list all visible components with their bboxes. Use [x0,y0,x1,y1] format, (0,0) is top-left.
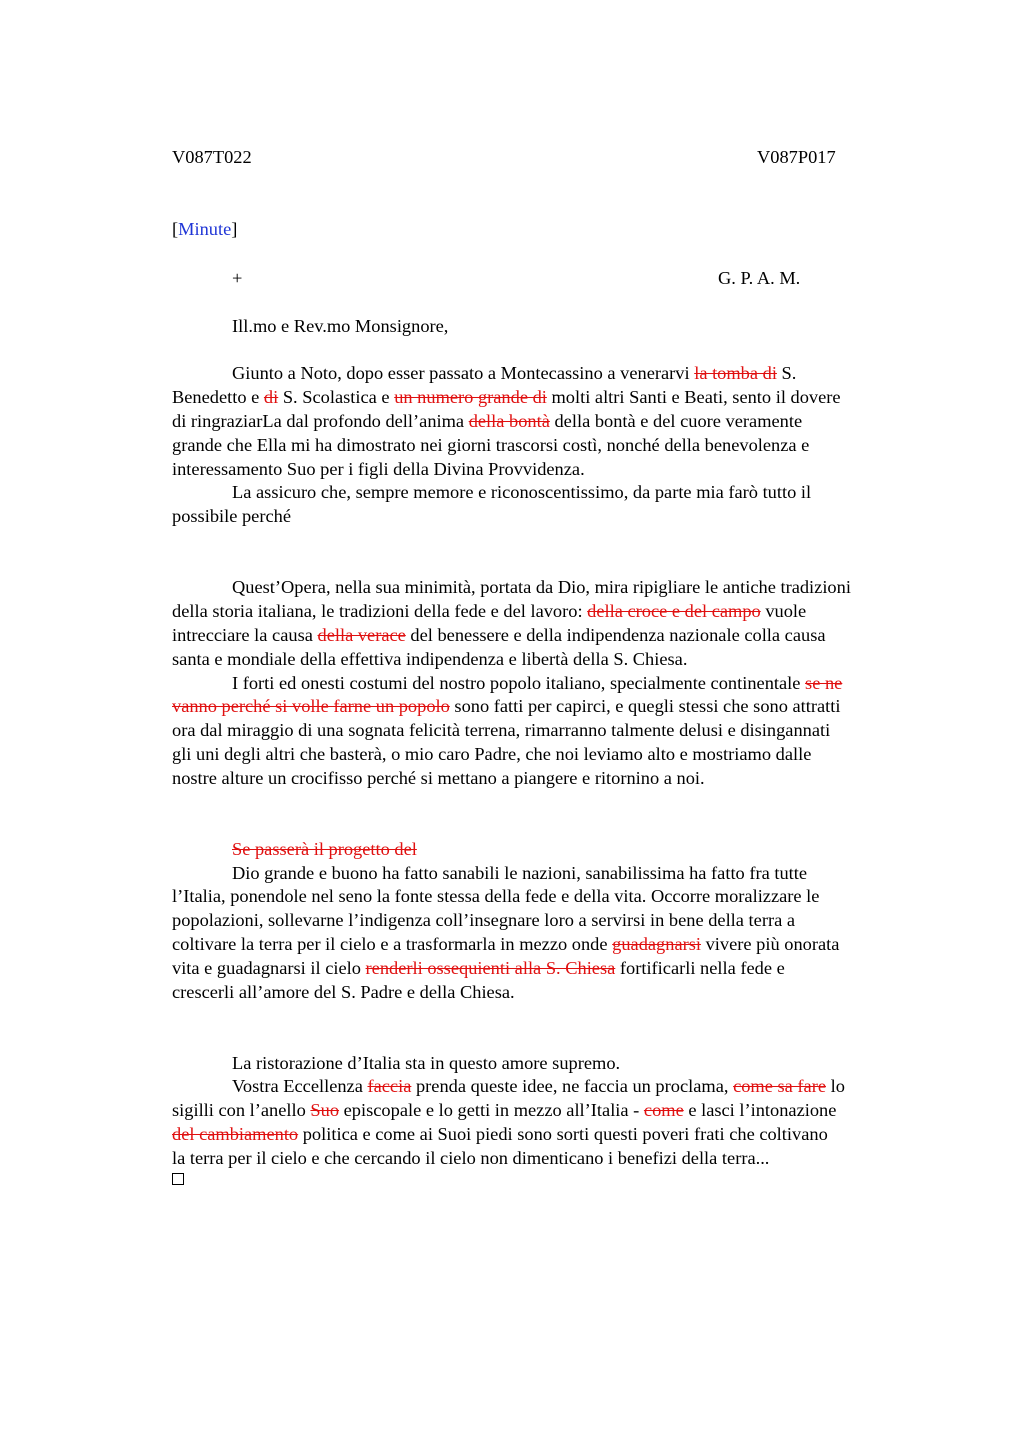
deleted-text: come [643,1100,684,1120]
para2-line: possibile perché [172,506,291,526]
para5-line: Dio grande e buono ha fatto sanabili le nazioni, sanabilissima ha fatto fra tutte [232,863,808,883]
text-run: Giunto a Noto, dopo esser passato a Montecassino a venerarvi [232,363,695,383]
para4-line: gli uni degli altri che basterà, o mio caro Padre, che noi leviamo alto e mostriamo dalle [172,744,812,764]
para3-line: santa e mondiale della effettiva indipendenza e libertà della S. Chiesa. [172,649,688,669]
para3-line: Quest’Opera, nella sua minimità, portata da Dio, mira ripigliare le antiche tradizioni [232,577,851,597]
para5-line: crescerli all’amore del S. Padre e della Chiesa. [172,982,515,1002]
deleted-text: della verace [317,625,406,645]
end-of-text-box [172,1173,184,1185]
text-run: vuole [760,601,807,621]
para3-line [172,600,806,624]
para7-line: la terra per il cielo e che cercando il cielo non dimenticano i benefizi della terra... [172,1148,770,1168]
text-run: della storia italiana, le tradizioni della fede e del lavoro: [172,601,588,621]
minute-label [172,218,237,242]
text-run: di ringraziarLa dal profondo dell’anima [172,411,469,431]
text-run: politica e come ai Suoi piedi sono sorti questi poveri frati che coltivano [298,1124,828,1144]
para5-line [172,957,785,981]
text-run: S. [776,363,797,383]
minute-bracket-open: [ [172,219,179,239]
salutation: Ill.mo e Rev.mo Monsignore, [232,316,449,336]
para3-line [172,624,826,648]
para6-line: La ristorazione d’Italia sta in questo amore supremo. [232,1053,621,1073]
text-run: sono fatti per capirci, e quegli stessi che sono attratti [449,696,841,716]
deleted-text: della croce e del campo [587,601,761,621]
deleted-text: faccia [367,1076,412,1096]
text-run: della bontà e del cuore veramente [549,411,803,431]
text-run: vivere più onorata [701,934,840,954]
text-run: molti altri Santi e Beati, sento il dovere [546,387,841,407]
para5-line: popolazioni, sollevarne l’indigenza coll’insegnare loro a servirsi in bene della terra a [172,910,795,930]
deleted-text: Suo [310,1100,340,1120]
para4-line [232,672,842,696]
para4-line: nostre alture un crocifisso perché si mettano a piangere e ritornino a noi. [172,768,705,788]
para4-line [172,695,841,719]
text-run: sigilli con l’anello [172,1100,311,1120]
text-run: Benedetto e [172,387,264,407]
deleted-text: la tomba di [694,363,777,383]
text-run: episcopale e lo getti in mezzo all’Italia - [339,1100,644,1120]
deleted-text: del cambiamento [172,1124,299,1144]
text-run: Vostra Eccellenza [232,1076,368,1096]
text-run: e lasci l’intonazione [683,1100,837,1120]
deleted-text: un numero grande di [394,387,547,407]
deleted-text: vanno perché si volle farne un popolo [172,696,450,716]
initials-gpam: G. P. A. M. [718,268,801,288]
minute-bracket-close: ] [231,219,238,239]
text-run: fortificarli nella fede e [615,958,785,978]
deleted-text: della bontà [468,411,550,431]
document-code-right: V087P017 [757,147,836,167]
text-run: intrecciare la causa [172,625,318,645]
deleted-text: se ne [805,673,843,693]
para1-line [232,362,796,386]
deleted-text: come sa fare [733,1076,826,1096]
para5-line: l’Italia, ponendole nel seno la fonte stessa della fede e della vita. Occorre moralizzare le [172,886,820,906]
text-run: I forti ed onesti costumi del nostro popolo italiano, specialmente continentale [232,673,806,693]
deleted-text: Se passerà il progetto del [232,839,417,859]
para7-line [232,1075,845,1099]
document-code-left: V087T022 [172,147,252,167]
para1-line [172,410,802,434]
deleted-text: renderli ossequienti alla S. Chiesa [365,958,616,978]
text-run: del benessere e della indipendenza nazionale colla causa [405,625,826,645]
para2-line: La assicuro che, sempre memore e riconoscentissimo, da parte mia farò tutto il [232,482,812,502]
text-run: vita e guadagnarsi il cielo [172,958,366,978]
para5-line [172,933,839,957]
para1-line: interessamento Suo per i figli della Divina Provvidenza. [172,459,585,479]
text-run: coltivare la terra per il cielo e a trasformarla in mezzo onde [172,934,613,954]
deleted-text: di [263,387,279,407]
para4-line: ora dal miraggio di una sognata felicità terrena, rimarranno talmente delusi e disingannati [172,720,831,740]
para7-line [172,1123,828,1147]
text-run: S. Scolastica e [278,387,395,407]
deleted-text: guadagnarsi [612,934,701,954]
para1-line [172,386,841,410]
text-run: prenda queste idee, ne faccia un proclama, [411,1076,734,1096]
text-run: lo [825,1076,845,1096]
minute-link[interactable]: Minute [178,219,232,239]
cross-mark: + [232,268,243,288]
para7-line [172,1099,836,1123]
para1-line: grande che Ella mi ha dimostrato nei giorni trascorsi costì, nonché della benevolenza e [172,435,810,455]
